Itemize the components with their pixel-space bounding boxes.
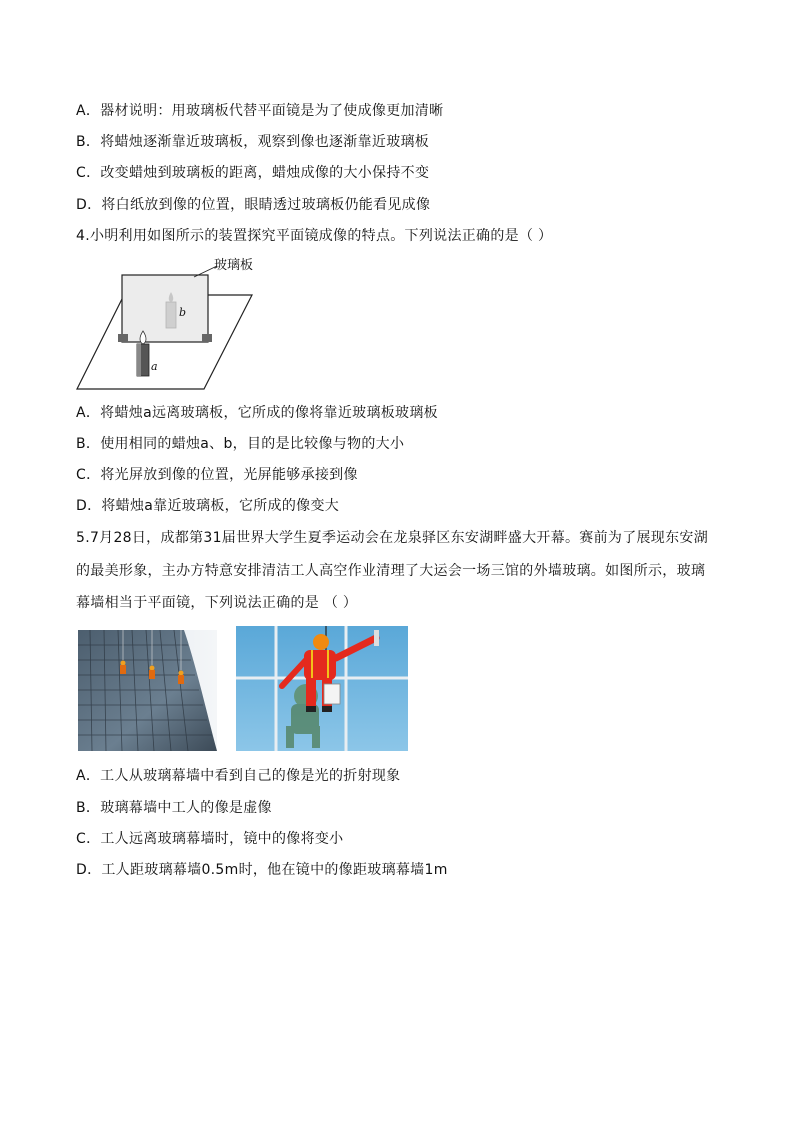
q5-option-d: D．工人距玻璃幕墙0.5m时，他在镜中的像距玻璃幕墙1m [76,862,448,878]
q5-option-b: B．玻璃幕墙中工人的像是虚像 [76,800,272,816]
window-cleaner-photo [236,626,408,751]
candle-a-label: a [151,360,158,373]
glass-plate-label: 玻璃板 [214,258,254,273]
q3-option-d: D．将白纸放到像的位置，眼睛透过玻璃板仍能看见成像 [76,197,431,213]
q5-stem-line-1: 5.7月28日，成都第31届世界大学生夏季运动会在龙泉驿区东安湖畔盛大开幕。赛前为了展现东安湖 [76,530,708,546]
candle-b-label: b [179,306,187,319]
q3-option-a: A．器材说明：用玻璃板代替平面镜是为了使成像更加清晰 [76,103,444,119]
q5-option-a: A．工人从玻璃幕墙中看到自己的像是光的折射现象 [76,768,401,784]
q4-option-b: B．使用相同的蜡烛a、b，目的是比较像与物的大小 [76,436,405,452]
building-facade-photo [78,630,217,751]
mirror-experiment-figure [74,256,274,394]
q4-option-c: C．将光屏放到像的位置，光屏能够承接到像 [76,467,358,483]
q5-option-c: C．工人远离玻璃幕墙时，镜中的像将变小 [76,831,344,847]
q5-stem-line-2: 的最美形象，主办方特意安排清洁工人高空作业清理了大运会一场三馆的外墙玻璃。如图所示，玻璃 [76,563,706,579]
q5-stem-line-3: 幕墙相当于平面镜，下列说法正确的是 （ ） [76,595,358,611]
q3-option-c: C．改变蜡烛到玻璃板的距离，蜡烛成像的大小保持不变 [76,165,430,181]
q4-option-d: D．将蜡烛a靠近玻璃板，它所成的像变大 [76,498,340,514]
q3-option-b: B．将蜡烛逐渐靠近玻璃板，观察到像也逐渐靠近玻璃板 [76,134,430,150]
q4-stem: 4.小明利用如图所示的装置探究平面镜成像的特点。下列说法正确的是（ ） [76,228,553,244]
q4-option-a: A．将蜡烛a远离玻璃板，它所成的像将靠近玻璃板玻璃板 [76,405,438,421]
